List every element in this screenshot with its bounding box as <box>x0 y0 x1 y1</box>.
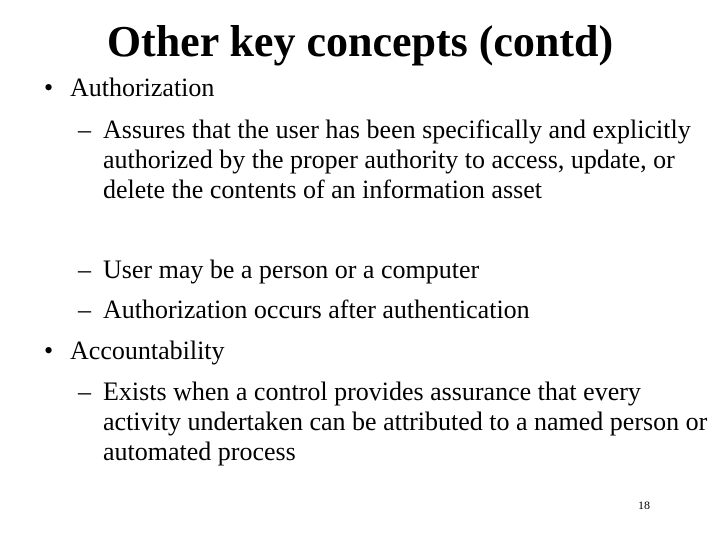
dash-marker: – <box>78 255 91 284</box>
bullet-label: Accountability <box>70 336 225 365</box>
sub-item-text: Assures that the user has been specifically and explicitly authorized by the proper authority to access, update, or delete the contents of an information asset <box>103 115 691 204</box>
sub-item <box>78 115 720 205</box>
sub-item-text: User may be a person or a computer <box>103 255 480 284</box>
bullet-label: Authorization <box>70 73 215 102</box>
sub-item <box>78 255 720 285</box>
bullet-marker: • <box>44 73 54 102</box>
dash-marker: – <box>78 295 91 324</box>
sub-item-text: Authorization occurs after authentication <box>103 295 530 324</box>
page-number: 18 <box>638 498 650 512</box>
slide-title: Other key concepts (contd) <box>106 17 614 66</box>
sub-item-text: Exists when a control provides assurance that every activity undertaken can be attributed to a named person or automated process <box>103 377 708 466</box>
dash-marker: – <box>78 377 91 406</box>
sub-item <box>78 377 720 467</box>
bullet-item-authorization <box>44 73 214 103</box>
dash-marker: – <box>78 115 91 144</box>
bullet-marker: • <box>44 336 54 365</box>
bullet-item-accountability <box>44 336 225 366</box>
sub-item <box>78 295 720 325</box>
